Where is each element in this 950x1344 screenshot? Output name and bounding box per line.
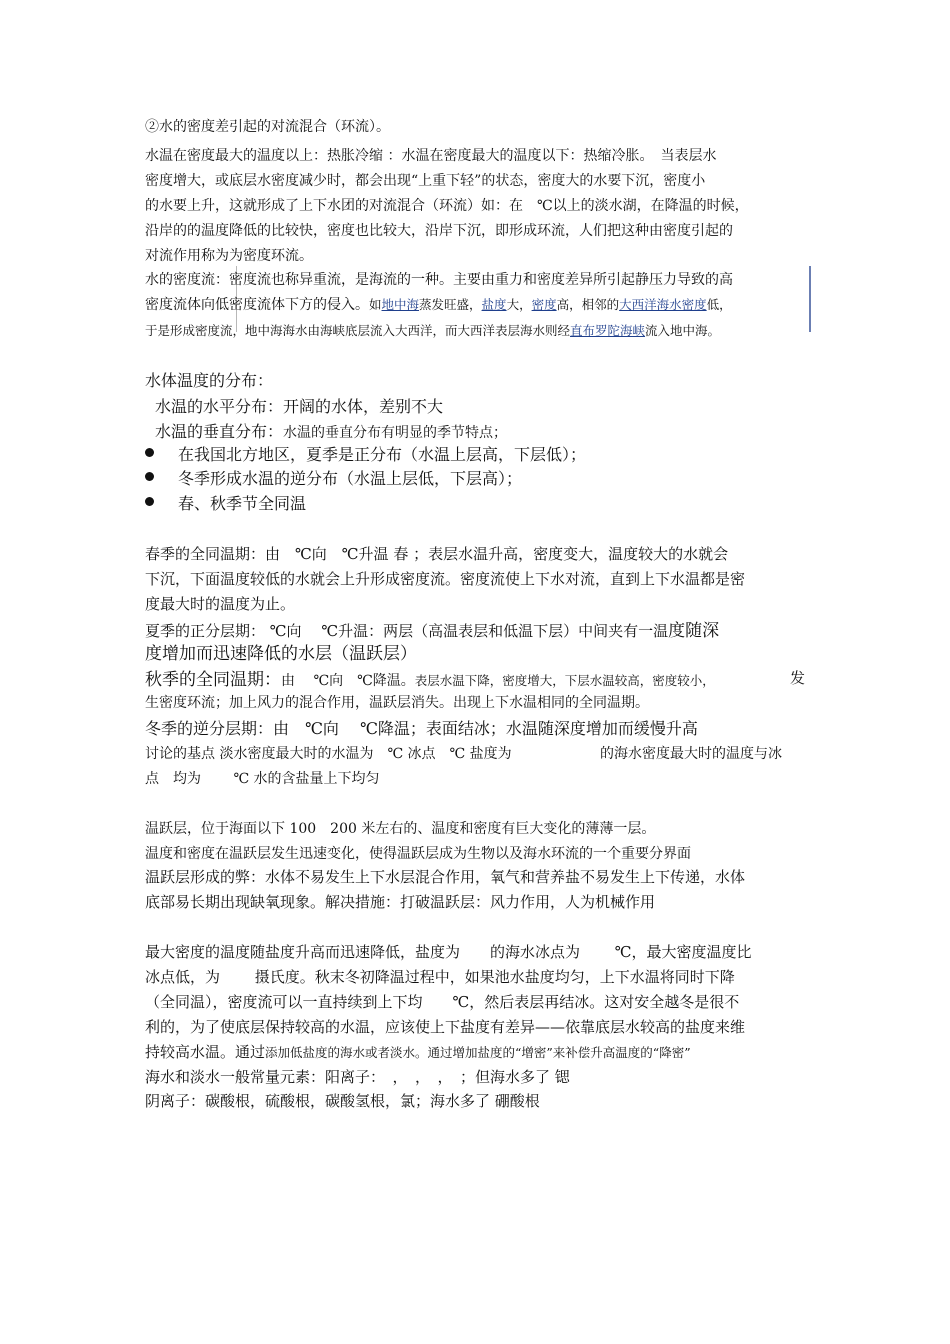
spring-line-1: 春季的全同温期：由 ℃向 ℃升温 春 ；表层水温升高，密度变大，温度较大的水就会 — [145, 545, 729, 563]
paragraph-line: 水温在密度最大的温度以上：热胀冷缩 ：水温在密度最大的温度以下：热缩冷胀。 当表层水 — [145, 148, 717, 164]
density-current-text: 高，相邻的 — [556, 297, 620, 312]
list-item: 春、秋季节全同温 — [178, 494, 307, 513]
autumn-line-1 — [145, 665, 715, 690]
density-current-line-1 — [145, 269, 733, 289]
section-title-temperature: 水体温度的分布： — [145, 371, 274, 390]
vertical-distribution — [155, 419, 507, 442]
thermocline-line-3: 温跃层形成的弊：水体不易发生上下水层混合作用，氧气和营养盐不易发生上下传递，水体 — [145, 868, 746, 886]
ions-cation-line: 海水和淡水一般常量元素：阳离子： ， ， ， ；但海水多了 锶 — [145, 1068, 570, 1086]
link-density[interactable]: 密度 — [531, 297, 557, 312]
paragraph-line: 沿岸的的温度降低的比较快，密度也比较大，沿岸下沉，即形成环流，人们把这种由密度引起的 — [145, 223, 733, 239]
density-current-text: 于是形成密度流，地中海海水由海峡底层流入大西洋，而大西洋表层海水则经 — [145, 323, 571, 338]
paragraph-line: 的水要上升，这就形成了上下水团的对流混合（环流）如：在 ℃以上的淡水湖，在降温的时候， — [145, 198, 749, 214]
basis-line-2: 点 均为 ℃ 水的含盐量上下均匀 — [145, 771, 380, 787]
horizontal-distribution: 水温的水平分布：开阔的水体，差别不大 — [155, 397, 444, 416]
density-current-text: 低， — [706, 297, 732, 312]
density-current-text: 密度流体向低密度流体下方的侵入。 — [145, 297, 369, 313]
list-item: 在我国北方地区，夏季是正分布（水温上层高，下层低）； — [178, 445, 587, 464]
spring-line-3: 度最大时的温度为止。 — [145, 595, 296, 613]
bullet-icon — [145, 497, 154, 506]
basis-line-1-tail: 的海水密度最大时的温度与冰 — [600, 746, 782, 762]
winter-line: 冬季的逆分层期：由 ℃向 ℃降温；表面结冰；水温随深度增加而缓慢升高 — [145, 719, 698, 738]
paragraph-line: 密度增大，或底层水密度减少时，都会出现“上重下轻”的状态，密度大的水要下沉，密度小 — [145, 173, 706, 189]
density-current-line-2 — [145, 294, 732, 314]
salinity-line-3: （全同温），密度流可以一直持续到上下均 ℃，然后表层再结冰。这对安全越冬是很不 — [145, 993, 740, 1011]
salinity-text: 添加低盐度的海水或者淡水。通过增加盐度的“增密”来补偿升高温度的“降密” — [265, 1045, 691, 1060]
autumn-text: 由 ℃向 ℃降温。 — [281, 673, 415, 689]
salinity-line-2: 冰点低，为 摄氏度。秋末冬初降温过程中，如果池水盐度均匀，上下水温将同时下降 — [145, 968, 735, 986]
thermocline-line-1: 温跃层，位于海面以下 100 200 米左右的、温度和密度有巨大变化的薄薄一层。 — [145, 821, 656, 837]
autumn-text: 表层水温下降，密度增大，下层水温较高，密度较小， — [414, 673, 715, 688]
density-current-text: 如 — [369, 297, 382, 312]
salinity-line-4: 利的，为了使底层保持较高的水温，应该使上下盐度有差异——依靠底层水较高的盐度来维 — [145, 1018, 746, 1036]
link-salinity[interactable]: 盐度 — [481, 297, 507, 312]
autumn-line-2: 生密度环流；加上风力的混合作用，温跃层消失。出现上下水温相同的全同温期。 — [145, 695, 649, 711]
link-gibraltar[interactable]: 直布罗陀海峡 — [570, 323, 646, 338]
link-atlantic-density[interactable]: 大西洋海水密度 — [619, 297, 707, 312]
vertical-distribution-label: 水温的垂直分布： — [155, 422, 284, 441]
thermocline-line-4: 底部易长期出现缺氧现象。解决措施：打破温跃层：风力作用，人为机械作用 — [145, 893, 656, 911]
vertical-distribution-text: 水温的垂直分布有明显的季节特点； — [283, 425, 508, 441]
salinity-text: 持较高水温。通过 — [145, 1043, 266, 1061]
spring-line-2: 下沉，下面温度较低的水就会上升形成密度流。密度流使上下水对流，直到上下水温都是密 — [145, 570, 746, 588]
salinity-line-1: 最大密度的温度随盐度升高而迅速降低，盐度为 的海水冰点为 ℃，最大密度温度比 — [145, 943, 752, 961]
density-current-label: 水的密度流： — [145, 272, 229, 288]
density-current-text: 流入地中海。 — [645, 323, 721, 338]
salinity-line-5 — [145, 1041, 691, 1062]
basis-line-1: 讨论的基点 淡水密度最大时的水温为 ℃ 冰点 ℃ 盐度为 — [145, 746, 512, 762]
bullet-icon — [145, 448, 154, 457]
section-title-convection: ②水的密度差引起的对流混合（环流）。 — [145, 119, 390, 135]
density-current-line-3 — [145, 321, 720, 339]
ions-anion-line: 阴离子：碳酸根，硫酸根，碳酸氢根，氯；海水多了 硼酸根 — [145, 1092, 540, 1110]
density-current-text: 密度流也称异重流，是海流的一种。主要由重力和密度差异所引起静压力导致的高 — [229, 272, 733, 288]
autumn-label: 秋季的全同温期： — [145, 670, 281, 690]
link-mediterranean[interactable]: 地中海 — [381, 297, 420, 312]
summer-line-2: 度增加而迅速降低的水层（温跃层） — [145, 644, 417, 664]
summer-line-1 — [145, 616, 719, 641]
density-current-text: 蒸发旺盛， — [419, 297, 482, 312]
list-item: 冬季形成水温的逆分布（水温上层低，下层高）； — [178, 469, 523, 488]
bullet-icon — [145, 472, 154, 481]
paragraph-line: 对流作用称为为密度环流。 — [145, 248, 313, 264]
thermocline-line-2: 温度和密度在温跃层发生迅速变化，使得温跃层成为生物以及海水环流的一个重要分界面 — [145, 846, 691, 862]
density-current-text: 大， — [506, 297, 532, 312]
summer-text: 夏季的正分层期： ℃向 ℃升温：两层（高温表层和低温下层）中间夹有一温 — [145, 622, 669, 640]
autumn-line-1-tail: 发 — [790, 669, 806, 687]
summer-text: 度随深 — [668, 621, 720, 641]
